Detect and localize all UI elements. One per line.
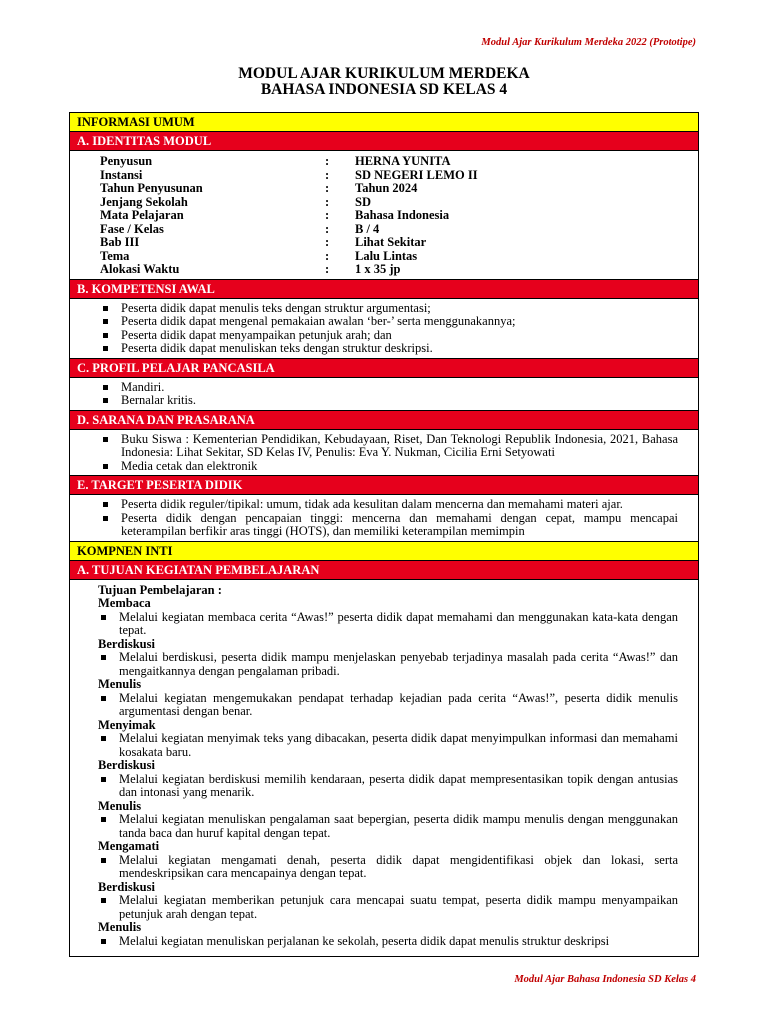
identitas-row	[100, 182, 698, 196]
tujuan-list	[98, 935, 678, 949]
list-item: Bernalar kritis.	[100, 394, 678, 408]
profil-content	[70, 378, 698, 411]
tujuan-category: Menulis	[98, 920, 142, 934]
identitas-value: HERNA YUNITA	[355, 154, 451, 168]
identitas-sep: :	[325, 235, 330, 249]
identitas-key: Tema	[100, 248, 130, 263]
tujuan-category: Menulis	[98, 677, 142, 691]
tujuan-list	[98, 813, 678, 840]
identitas-key: Alokasi Waktu	[100, 262, 180, 276]
tujuan-item: Melalui kegiatan berdiskusi memilih kendaraan, peserta didik dapat mempresentasikan topik dengan antusias dan intonasi yang menarik.	[98, 773, 678, 800]
identitas-value: Lihat Sekitar	[355, 235, 427, 249]
list-item: Media cetak dan elektronik	[100, 460, 678, 474]
sarana-list	[70, 430, 698, 476]
identitas-sep: :	[325, 248, 330, 263]
identitas-key: Jenjang Sekolah	[100, 194, 188, 209]
identitas-sep: :	[325, 208, 330, 222]
identitas-value: 1 x 35 jp	[355, 262, 401, 276]
section-komponen-inti: KOMPNEN INTI	[70, 542, 698, 561]
list-item: Peserta didik reguler/tipikal: umum, tidak ada kesulitan dalam mencerna dan memahami materi ajar.	[100, 498, 678, 512]
identitas-value: SD NEGERI LEMO II	[355, 167, 478, 182]
section-kompetensi-awal: B. KOMPETENSI AWAL	[70, 280, 698, 299]
tujuan-category: Mengamati	[98, 839, 160, 853]
module-table	[69, 112, 699, 957]
identitas-row	[100, 196, 698, 210]
tujuan-item: Melalui kegiatan mengamati denah, peserta didik dapat mengidentifikasi objek dan lokasi, serta mendeskripsikan cara mencapainya dengan tepat.	[98, 854, 678, 881]
tujuan-label: Tujuan Pembelajaran :	[98, 582, 222, 597]
identitas-row	[100, 236, 698, 250]
tujuan-items	[98, 597, 678, 948]
title-line-1: MODUL AJAR KURIKULUM MERDEKA	[238, 65, 530, 82]
identitas-key: Penyusun	[100, 154, 153, 168]
identitas-list	[70, 151, 698, 280]
tujuan-category: Berdiskusi	[98, 636, 155, 651]
header-note: Modul Ajar Kurikulum Merdeka 2022 (Prototipe)	[481, 37, 696, 48]
tujuan-list	[98, 692, 678, 719]
tujuan-list	[98, 611, 678, 638]
identitas-key: Bab III	[100, 235, 140, 249]
tujuan-list	[98, 732, 678, 759]
list-item: Mandiri.	[100, 381, 678, 395]
section-identitas-modul: A. IDENTITAS MODUL	[70, 132, 698, 151]
tujuan-content	[70, 580, 698, 949]
profil-list	[70, 378, 698, 410]
tujuan-item: Melalui kegiatan menuliskan perjalanan ke sekolah, peserta didik dapat menulis struktur deskripsi	[98, 935, 678, 949]
list-item: Buku Siswa : Kementerian Pendidikan, Kebudayaan, Riset, Dan Teknologi Republik Indonesia, 2021, Bahasa Indonesia: Lihat Sekitar, SD Kelas IV, Penulis: Eva Y. Nukman, Cicilia Erni Setyowati	[100, 433, 678, 460]
tujuan-category: Menyimak	[98, 717, 156, 732]
tujuan-category: Membaca	[98, 596, 151, 610]
section-profil-pelajar: C. PROFIL PELAJAR PANCASILA	[70, 359, 698, 378]
tujuan-item: Melalui berdiskusi, peserta didik mampu menjelaskan penyebab terjadinya masalah pada cerita “Awas!” dan mengaitkannya dengan pengalaman pribadi.	[98, 651, 678, 678]
identitas-value: Lalu Lintas	[355, 248, 418, 263]
tujuan-item: Melalui kegiatan menuliskan pengalaman saat bepergian, peserta didik mampu menulis dengan menggunakan tanda baca dan huruf kapital dengan tepat.	[98, 813, 678, 840]
section-informasi-umum: INFORMASI UMUM	[70, 113, 698, 132]
identitas-sep: :	[325, 181, 330, 195]
document-title	[0, 66, 768, 98]
tujuan-item: Melalui kegiatan memberikan petunjuk cara mencapai suatu tempat, peserta didik mampu menyampaikan petunjuk arah dengan tepat.	[98, 894, 678, 921]
tujuan-list	[98, 894, 678, 921]
identitas-value: SD	[355, 194, 371, 209]
target-list	[70, 495, 698, 541]
identitas-row	[100, 155, 698, 169]
section-sarana-prasarana: D. SARANA DAN PRASARANA	[70, 411, 698, 430]
identitas-row	[100, 223, 698, 237]
identitas-key: Fase / Kelas	[100, 221, 164, 236]
identitas-row	[100, 250, 698, 264]
identitas-sep: :	[325, 262, 330, 276]
section-tujuan-kegiatan: A. TUJUAN KEGIATAN PEMBELAJARAN	[70, 561, 698, 580]
identitas-sep: :	[325, 194, 330, 209]
identitas-value: Tahun 2024	[355, 181, 418, 195]
list-item: Peserta didik dapat mengenal pemakaian awalan ‘ber-’ serta menggunakannya;	[100, 315, 678, 329]
identitas-row	[100, 169, 698, 183]
section-target-peserta: E. TARGET PESERTA DIDIK	[70, 476, 698, 495]
tujuan-list	[98, 773, 678, 800]
list-item: Peserta didik dapat menyampaikan petunjuk arah; dan	[100, 329, 678, 343]
list-item: Peserta didik dapat menuliskan teks dengan struktur deskripsi.	[100, 342, 678, 356]
identitas-sep: :	[325, 167, 330, 182]
tujuan-list	[98, 651, 678, 678]
kompetensi-list	[70, 299, 698, 358]
tujuan-list	[98, 854, 678, 881]
identitas-value: B / 4	[355, 221, 380, 236]
identitas-value: Bahasa Indonesia	[355, 208, 450, 222]
tujuan-category: Berdiskusi	[98, 879, 155, 894]
tujuan-item: Melalui kegiatan mengemukakan pendapat terhadap kejadian pada cerita “Awas!”, peserta didik menulis argumentasi dengan benar.	[98, 692, 678, 719]
tujuan-category: Menulis	[98, 798, 142, 813]
identitas-key: Mata Pelajaran	[100, 208, 184, 222]
identitas-key: Tahun Penyusunan	[100, 181, 203, 195]
target-content	[70, 495, 698, 542]
title-line-2: BAHASA INDONESIA SD KELAS 4	[260, 81, 508, 98]
sarana-content	[70, 430, 698, 477]
identitas-row	[100, 263, 698, 277]
list-item: Peserta didik dapat menulis teks dengan struktur argumentasi;	[100, 302, 678, 316]
tujuan-item: Melalui kegiatan membaca cerita “Awas!” peserta didik dapat memahami dan menggunakan kata-kata dengan tepat.	[98, 611, 678, 638]
tujuan-category: Berdiskusi	[98, 758, 155, 772]
tujuan-item: Melalui kegiatan menyimak teks yang dibacakan, peserta didik dapat menyimpulkan informasi dan memahami kosakata baru.	[98, 732, 678, 759]
identitas-sep: :	[325, 221, 330, 236]
identitas-key: Instansi	[100, 167, 143, 182]
identitas-row	[100, 209, 698, 223]
kompetensi-content	[70, 299, 698, 359]
list-item: Peserta didik dengan pencapaian tinggi: mencerna dan memahami dengan cepat, mampu mencapai keterampilan berfikir aras tinggi (HOTS), dan memiliki keterampilan memimpin	[100, 512, 678, 539]
footer-note: Modul Ajar Bahasa Indonesia SD Kelas 4	[514, 974, 696, 985]
identitas-sep: :	[325, 154, 330, 168]
